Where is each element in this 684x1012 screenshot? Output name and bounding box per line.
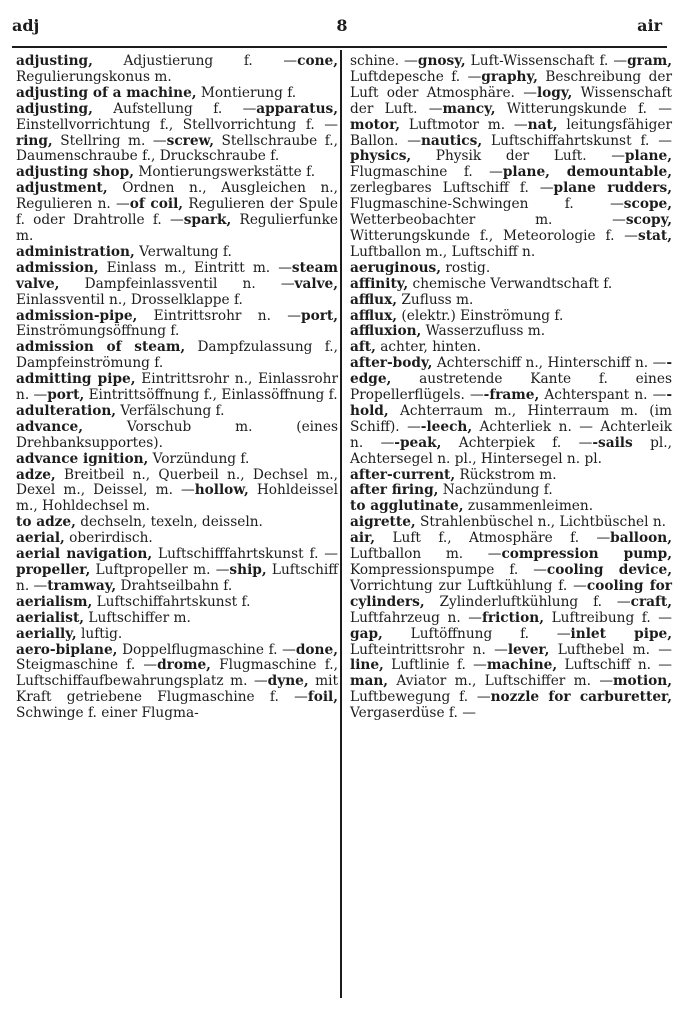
entry-translation: Nachzündung f. [438, 482, 553, 499]
entry-headword: plane rudders, [553, 180, 672, 197]
entry-translation: Wasserzufluss m. [421, 323, 546, 340]
entry-translation: Regulieren der Spule f. oder Drahtrolle f. — [16, 196, 338, 229]
dictionary-entry [16, 468, 338, 516]
entry-headword: craft, [630, 593, 672, 610]
entry-translation: Beschreibung der Luft oder Atmosphäre. — [350, 68, 673, 101]
page-number: 8 [336, 16, 348, 35]
dictionary-entry [16, 547, 338, 595]
dictionary-entry [350, 277, 672, 293]
entry-translation: Luftschiffahrtskunst f. [92, 593, 251, 610]
dictionary-entry [350, 261, 672, 277]
dictionary-entry [16, 165, 338, 181]
entry-headword: -peak, [394, 434, 442, 451]
dictionary-entry [16, 340, 338, 372]
entry-translation: Vorrichtung zur Luftkühlung f. — [350, 577, 587, 594]
entry-headword: affinity, [350, 275, 409, 292]
entry-translation: mit Kraft getriebene Flugmaschine f. — [16, 673, 338, 706]
entry-translation: Achterspant n. — [539, 387, 667, 404]
entry-headword: physics, [350, 148, 412, 165]
entry-translation: Luftöffnung f. — [382, 625, 571, 642]
entry-headword: done, [295, 641, 338, 658]
entry-translation: Verfälschung f. [116, 402, 225, 419]
entry-headword: machine, [486, 657, 558, 674]
entry-headword: port, [301, 307, 338, 324]
entry-headword: aerialism, [16, 593, 93, 610]
entry-headword: scope, [623, 196, 672, 213]
entry-headword: ship, [229, 562, 267, 578]
left-column [16, 54, 338, 722]
entry-headword: after-body, [350, 355, 433, 372]
entry-headword: lever, [507, 641, 550, 658]
entry-headword: valve, [294, 275, 338, 292]
entry-headword: aero-biplane, [16, 641, 118, 658]
entry-headword: plane, demountable, [502, 164, 672, 181]
right-column [350, 54, 672, 722]
dictionary-entry [350, 54, 672, 261]
dictionary-entry [16, 309, 338, 341]
entry-headword: line, [350, 657, 384, 674]
entry-headword: cooling device, [546, 562, 672, 578]
entry-headword: aigrette, [350, 514, 416, 531]
entry-headword: ring, [16, 132, 53, 149]
entry-headword: admission, [16, 259, 99, 276]
entry-translation: Luftschifffahrtskunst f. — [152, 546, 338, 563]
entry-translation: Adjustierung f. — [92, 53, 298, 69]
dictionary-entry [350, 531, 672, 722]
entry-headword: plane, [624, 148, 672, 165]
dictionary-entry [350, 309, 672, 325]
entry-translation: Schwinge f. einer Flugma- [16, 705, 199, 722]
entry-headword: -leech, [420, 418, 473, 435]
entry-translation: Hohldeissel m., Hohldechsel m. [16, 482, 338, 515]
entry-headword: screw, [166, 132, 214, 149]
entry-headword: logy, [536, 84, 573, 101]
entry-headword: foil, [307, 689, 338, 706]
entry-translation: austretende Kante f. eines Propellerflügels. — [350, 371, 672, 404]
entry-headword: to agglutinate, [350, 498, 464, 515]
header-guide-word-right: air [637, 16, 662, 35]
entry-headword: nozzle for carburetter, [490, 689, 673, 706]
entry-translation: Wetterbeobachter m. — [350, 212, 626, 229]
entry-translation: Regulierungskonus m. [16, 68, 172, 85]
entry-headword: -hold, [350, 387, 672, 419]
entry-headword: man, [350, 673, 389, 690]
entry-headword: friction, [481, 609, 544, 626]
entry-translation: Luftlinie f. — [383, 657, 487, 674]
dictionary-entry [16, 261, 338, 309]
entry-headword: aeruginous, [350, 259, 442, 276]
entry-translation: Lufthebel m. — [549, 641, 672, 658]
entry-translation: Lufteintrittsrohr n. — [350, 641, 508, 658]
entry-translation: Einlass m., Eintritt m. — [98, 259, 292, 276]
entry-translation: chemische Verwandtschaft f. [408, 275, 613, 292]
entry-translation: Luftpropeller m. — [90, 562, 230, 578]
entry-translation: Kompressionspumpe f. — [350, 562, 547, 578]
dictionary-entry [16, 515, 338, 531]
entry-translation: Luftmotor m. — [400, 116, 528, 133]
dictionary-entry [350, 324, 672, 340]
entry-headword: adjusting of a machine, [16, 84, 197, 101]
entry-translation: Zufluss m. [397, 291, 474, 308]
entry-translation: dechseln, texeln, deisseln. [75, 514, 263, 531]
entry-translation: Aufstellung f. — [92, 100, 257, 117]
entry-headword: drome, [157, 657, 211, 674]
entry-headword: motor, [350, 116, 401, 133]
dictionary-entry [350, 483, 672, 499]
entry-translation: Luftschiffer m. [84, 609, 191, 626]
entry-translation: zusammenleimen. [463, 498, 594, 515]
entry-translation: Strahlenbüschel n., Lichtbüschel n. [415, 514, 667, 531]
entry-headword: admitting pipe, [16, 371, 136, 388]
entry-translation: Montierungswerkstätte f. [133, 164, 316, 181]
entry-headword: aerialist, [16, 609, 85, 626]
entry-translation: Doppelflugmaschine f. — [117, 641, 296, 658]
entry-translation: achter, hinten. [375, 339, 481, 356]
entry-translation: Flugmaschine f. — [350, 164, 503, 181]
header-rule [12, 46, 667, 48]
dictionary-entry [350, 499, 672, 515]
entry-headword: inlet pipe, [570, 625, 672, 642]
dictionary-entry [16, 611, 338, 627]
dictionary-entry [16, 102, 338, 166]
entry-translation: Physik der Luft. — [411, 148, 625, 165]
entry-headword: spark, [183, 212, 232, 229]
column-divider [340, 50, 342, 998]
entry-translation: Aviator m., Luftschiffer m. — [388, 673, 614, 690]
entry-headword: gap, [350, 625, 383, 642]
entry-headword: adulteration, [16, 402, 117, 419]
entry-translation: Achterpiek f. — [441, 434, 593, 451]
entry-translation: oberirdisch. [64, 530, 153, 547]
entry-translation: Luftbewegung f. — [350, 689, 491, 706]
entry-translation: Steigmaschine f. — [16, 657, 158, 674]
entry-headword: aerial navigation, [16, 546, 153, 563]
entry-headword: adjusting shop, [16, 164, 134, 181]
dictionary-entry [350, 340, 672, 356]
entry-translation: Luftdepesche f. — [350, 68, 482, 85]
entry-headword: afflux, [350, 291, 398, 308]
entry-headword: nat, [527, 116, 558, 133]
entry-translation: Luftschiff n. — [557, 657, 672, 674]
entry-headword: aerially, [16, 625, 77, 642]
entry-headword: tramway, [47, 577, 117, 594]
entry-headword: advance, [16, 418, 84, 435]
entry-headword: -sails [592, 434, 633, 451]
entry-headword: aerial, [16, 530, 65, 547]
entry-headword: graphy, [481, 68, 538, 85]
entry-translation: Vorschub m. (eines Drehbanksupportes). [16, 418, 338, 451]
entry-headword: steam valve, [16, 259, 338, 292]
entry-translation: Witterungskunde f., Meteorologie f. — [350, 227, 638, 244]
entry-translation: Verwaltung f. [134, 243, 232, 260]
entry-headword: compression pump, [501, 546, 672, 563]
dictionary-entry [350, 293, 672, 309]
dictionary-entry [16, 86, 338, 102]
dictionary-entry [350, 468, 672, 484]
entry-headword: advance ignition, [16, 450, 149, 467]
entry-translation: Einströmungsöffnung f. [16, 323, 180, 340]
entry-headword: cone, [297, 53, 338, 69]
entry-translation: Stellring m. — [52, 132, 167, 149]
entry-headword: propeller, [16, 562, 91, 578]
entry-translation: Witterungskunde f. — [495, 100, 672, 117]
entry-translation: Rückstrom m. [455, 466, 557, 483]
entry-translation: Ordnen n., Ausgleichen n., Regulieren n. — [16, 180, 338, 213]
entry-translation: Einstellvorrichtung f., Stellvorrichtung f. — [16, 116, 338, 133]
entry-translation: Luftschiff n. — [16, 562, 338, 594]
entry-translation: pl., Achtersegel n. pl., Hintersegel n. pl. [350, 434, 672, 467]
dictionary-entry [350, 356, 672, 467]
entry-headword: -frame, [483, 387, 540, 404]
entry-translation: Luft f., Atmosphäre f. — [375, 530, 611, 547]
dictionary-entry [16, 245, 338, 261]
entry-headword: adjusting, [16, 100, 93, 117]
entry-headword: admission-pipe, [16, 307, 138, 324]
entry-translation: Dampfeinlassventil n. — [59, 275, 295, 292]
dictionary-entry [16, 452, 338, 468]
dictionary-entry [16, 181, 338, 245]
entry-headword: adze, [16, 466, 56, 483]
entry-translation: Breitbeil n., Querbeil n., Dechsel m., Dexel m., Deissel, m. — [16, 466, 338, 499]
entry-headword: port, [47, 387, 85, 404]
entry-translation: Luftreibung f. — [543, 609, 672, 626]
dictionary-entry [16, 531, 338, 547]
entry-headword: administration, [16, 243, 135, 260]
entry-translation: Achterliek n. — Achterleik n. — [350, 418, 672, 451]
entry-translation: schine. — [350, 53, 418, 69]
entry-headword: hollow, [194, 482, 249, 499]
entry-translation: Montierung f. [196, 84, 297, 101]
entry-translation: luftig. [76, 625, 123, 642]
entry-headword: balloon, [610, 530, 672, 547]
entry-headword: scopy, [625, 212, 672, 229]
entry-translation: zerlegbares Luftschiff f. — [350, 180, 554, 197]
dictionary-entry [16, 372, 338, 404]
entry-headword: after-current, [350, 466, 456, 483]
entry-headword: nautics, [420, 132, 483, 149]
entry-headword: apparatus, [256, 100, 338, 117]
entry-translation: Luft-Wissenschaft f. — [465, 53, 628, 69]
entry-translation: Regulierfunke m. [16, 212, 339, 244]
entry-translation: Drahtseilbahn f. [116, 577, 233, 594]
entry-translation: Dampfzulassung f., Dampfeinströmung f. [16, 339, 338, 372]
dictionary-entry [16, 404, 338, 420]
entry-headword: affluxion, [350, 323, 422, 340]
entry-headword: dyne, [267, 673, 309, 690]
entry-translation: rostig. [441, 259, 491, 276]
page-header [0, 16, 684, 46]
entry-translation: (elektr.) Einströmung f. [397, 307, 564, 324]
dictionary-entry [350, 515, 672, 531]
header-guide-word-left: adj [12, 16, 40, 35]
entry-translation: Eintrittsöffnung f., Einlassöffnung f. [84, 387, 338, 404]
entry-headword: motion, [613, 673, 672, 690]
entry-headword: gram, [627, 53, 672, 69]
dictionary-entry [16, 627, 338, 643]
entry-headword: adjustment, [16, 180, 108, 197]
entry-headword: -edge, [350, 355, 672, 388]
dictionary-entry [16, 643, 338, 723]
entry-translation: Stellschraube f., Daumenschraube f., Druckschraube f. [16, 132, 338, 165]
entry-translation: Flugmaschine-Schwingen f. — [350, 196, 624, 213]
entry-translation: Luftballon m., Luftschiff n. [350, 243, 536, 260]
entry-headword: adjusting, [16, 53, 93, 69]
dictionary-entry [16, 420, 338, 452]
entry-headword: after firing, [350, 482, 439, 499]
entry-headword: aft, [350, 339, 376, 356]
entry-translation: Vorzündung f. [148, 450, 250, 467]
entry-translation: Zylinderluftkühlung f. — [424, 593, 631, 610]
entry-headword: admission of steam, [16, 339, 186, 356]
entry-headword: of coil, [129, 196, 184, 213]
dictionary-entry [16, 54, 338, 86]
entry-translation: Luftschiffahrtskunst f. — [482, 132, 672, 149]
entry-translation: Achterraum m., Hinterraum m. (im Schiff). — [350, 402, 672, 435]
entry-translation: Wissenschaft der Luft. — [350, 84, 672, 117]
entry-headword: afflux, [350, 307, 398, 324]
entry-headword: to adze, [16, 514, 76, 531]
entry-headword: air, [350, 530, 376, 547]
entry-headword: mancy, [442, 100, 496, 117]
entry-translation: Einlassventil n., Drosselklappe f. [16, 291, 243, 308]
entry-translation: Luftfahrzeug n. — [350, 609, 482, 626]
entry-headword: cooling for cylinders, [350, 577, 672, 610]
entry-translation: Vergaserdüse f. — [350, 705, 476, 722]
entry-headword: stat, [638, 227, 672, 244]
entry-translation: Eintrittsrohr n. — [137, 307, 301, 324]
entry-translation: Eintrittsrohr n., Einlassrohr n. — [16, 371, 338, 404]
entry-translation: Flugmaschine f., Luftschiffaufbewahrungsplatz m. — [16, 657, 338, 690]
entry-translation: Luftballon m. — [350, 546, 502, 563]
dictionary-entry [16, 595, 338, 611]
entry-headword: gnosy, [417, 53, 466, 69]
entry-translation: leitungsfähiger Ballon. — [350, 116, 673, 149]
entry-translation: Achterschiff n., Hinterschiff n. — [432, 355, 667, 372]
